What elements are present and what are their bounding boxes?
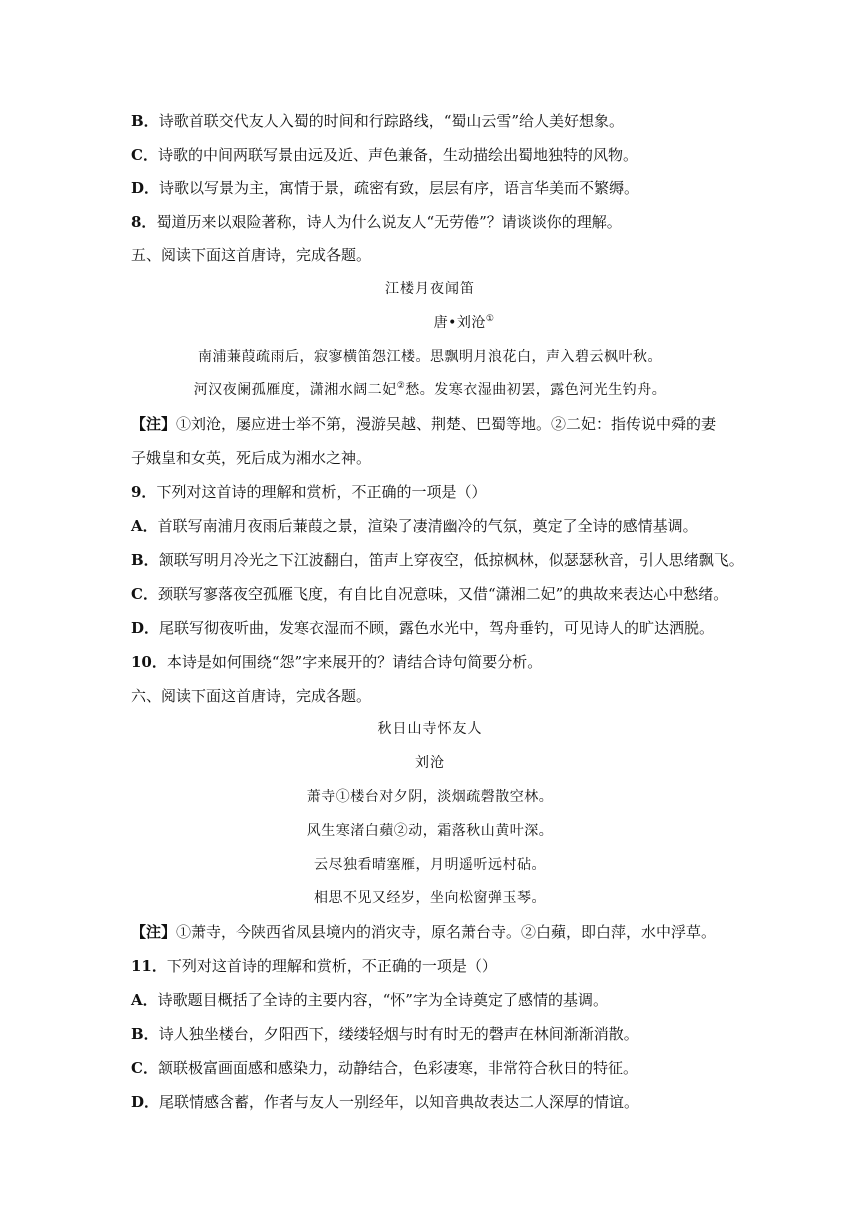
q11-option-d: [131, 1092, 820, 1112]
poem-line-4: 相思不见又经岁，坐向松窗弹玉琴。: [314, 890, 546, 906]
poem-text: 愁。发寒衣湿曲初罢，露色河光生钓舟。: [405, 382, 667, 398]
note-text: ①萧寺，今陕西省凤县境内的消灾寺，原名萧台寺。②白蘋，即白萍，水中浮草。: [176, 923, 717, 941]
option-letter: A．: [131, 991, 158, 1009]
poem-line-2: 风生寒渚白蘋②动，霜落秋山黄叶深。: [306, 823, 554, 839]
q9-option-c: [131, 584, 820, 604]
poem-line-2: [0, 380, 860, 400]
question-number: 11．: [131, 957, 167, 975]
option-letter: B．: [131, 112, 159, 130]
poem-note-continued: 子娥皇和女英，死后成为湘水之神。: [131, 449, 372, 467]
q9-option-d: [131, 618, 820, 638]
poem-author: 刘沧: [415, 755, 445, 771]
note-text: ①刘沧，屡应进士举不第，漫游吴越、荆楚、巴蜀等地。②二妃：指传说中舜的妻: [176, 415, 717, 433]
option-letter: B．: [131, 1025, 159, 1043]
q7-option-b: [131, 111, 820, 131]
poem-title: 秋日山寺怀友人: [377, 721, 483, 737]
question-text: 下列对这首诗的理解和赏析，不正确的一项是（）: [156, 483, 487, 501]
poem-note: [131, 922, 820, 942]
q7-option-c: [131, 145, 820, 165]
footnote-mark: ②: [396, 381, 406, 391]
option-text: 尾联写彻夜听曲，发寒衣湿而不顾，露色水光中，驾舟垂钓，可见诗人的旷达洒脱。: [159, 619, 715, 637]
q11-option-a: [131, 990, 820, 1010]
option-text: 诗歌首联交代友人入蜀的时间和行踪路线，“蜀山云雪”给人美好想象。: [158, 112, 625, 130]
option-text: 诗歌题目概括了全诗的主要内容，“怀”字为全诗奠定了感情的基调。: [157, 991, 608, 1009]
question-9: [131, 482, 820, 502]
section-5-heading: 五、阅读下面这首唐诗，完成各题。: [131, 246, 372, 264]
question-10: [131, 652, 820, 672]
question-8: [131, 212, 820, 232]
question-number: 10．: [131, 653, 167, 671]
poem-note: [131, 414, 820, 434]
option-letter: C．: [131, 585, 158, 603]
poem-line-1: [0, 347, 860, 367]
poem-author: [0, 313, 860, 333]
q9-option-b: [131, 550, 820, 570]
question-number: 9．: [131, 483, 157, 501]
option-text: 颔联写明月冷光之下江波翻白，笛声上穿夜空，低掠枫林，似瑟瑟秋音，引人思绪飘飞。: [158, 551, 744, 569]
option-text: 诗歌的中间两联写景由远及近、声色兼备，生动描绘出蜀地独特的风物。: [157, 146, 638, 164]
note-label: 【注】: [131, 923, 177, 941]
section-6-heading: 六、阅读下面这首唐诗，完成各题。: [131, 687, 372, 705]
q7-option-d: [131, 178, 820, 198]
option-text: 诗人独坐楼台，夕阳西下，缕缕轻烟与时有时无的磬声在林间渐渐消散。: [158, 1025, 639, 1043]
option-letter: D．: [131, 619, 160, 637]
poem-title: 江楼月夜闻笛: [385, 281, 475, 297]
poem-text: 南浦蒹葭疏雨后，寂寥横笛怨江楼。思飘明月浪花白，声入碧云枫叶秋。: [198, 349, 662, 365]
footnote-mark: ①: [485, 314, 495, 324]
poem-text: 河汉夜阑孤雁度，潇湘水阔二妃: [193, 382, 397, 398]
option-text: 颈联写寥落夜空孤雁飞度，有自比自况意味，又借“潇湘二妃”的典故来表达心中愁绪。: [157, 585, 729, 603]
question-text: 下列对这首诗的理解和赏析，不正确的一项是（）: [166, 957, 497, 975]
option-text: 尾联情感含蓄，作者与友人一别经年，以知音典故表达二人深厚的情谊。: [159, 1093, 640, 1111]
option-letter: A．: [131, 517, 158, 535]
option-letter: B．: [131, 551, 159, 569]
option-letter: D．: [131, 1093, 160, 1111]
q11-option-b: [131, 1024, 820, 1044]
option-letter: C．: [131, 146, 158, 164]
q11-option-c: [131, 1058, 820, 1078]
question-number: 8．: [131, 213, 157, 231]
question-text: 蜀道历来以艰险著称，诗人为什么说友人“无劳倦”？请谈谈你的理解。: [156, 213, 622, 231]
option-text: 首联写南浦月夜雨后蒹葭之景，渲染了凄清幽冷的气氛，奠定了全诗的感情基调。: [157, 517, 698, 535]
option-letter: D．: [131, 179, 160, 197]
note-label: 【注】: [131, 415, 177, 433]
author-name: 唐•刘沧: [433, 315, 486, 331]
poem-line-3: 云尽独看晴塞雁，月明遥听远村砧。: [314, 857, 546, 873]
poem-line-1: 萧寺①楼台对夕阴，淡烟疏磬散空林。: [306, 789, 554, 805]
option-text: 诗歌以写景为主，寓情于景，疏密有致，层层有序，语言华美而不繁缛。: [159, 179, 640, 197]
option-text: 颔联极富画面感和感染力，动静结合，色彩凄寒，非常符合秋日的特征。: [157, 1059, 638, 1077]
option-letter: C．: [131, 1059, 158, 1077]
question-text: 本诗是如何围绕“怨”字来展开的？请结合诗句简要分析。: [166, 653, 543, 671]
q9-option-a: [131, 516, 820, 536]
question-11: [131, 956, 820, 976]
